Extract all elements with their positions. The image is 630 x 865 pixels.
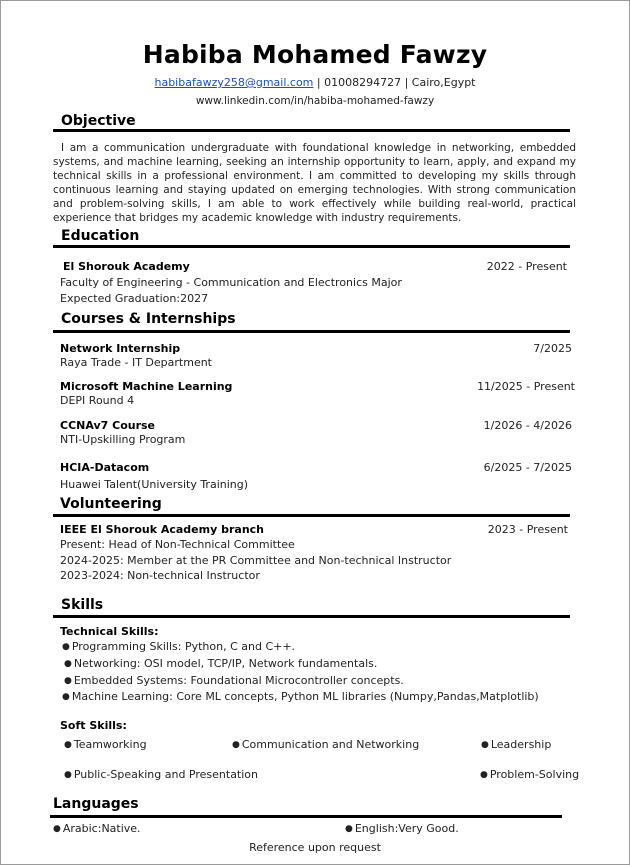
bullet-icon: ●	[64, 676, 72, 686]
course-org: DEPI Round 4	[60, 394, 135, 407]
bullet-icon: ●	[64, 659, 72, 669]
courses-rule	[53, 330, 570, 333]
volunteer-date: 2023 - Present	[487, 523, 568, 536]
education-faculty: Faculty of Engineering - Communication and Electronics Major	[60, 276, 402, 289]
courses-heading: Courses & Internships	[61, 311, 236, 327]
course-date: 6/2025 - 7/2025	[483, 461, 572, 474]
course-org: Raya Trade - IT Department	[60, 356, 212, 369]
course-date: 7/2025	[533, 342, 572, 355]
course-name: CCNAv7 Course	[60, 419, 156, 432]
education-graduation: Expected Graduation:2027	[60, 292, 209, 305]
education-school: El Shorouk Academy	[63, 260, 190, 273]
technical-skill-item: ● Embedded Systems: Foundational Microcontroller concepts.	[64, 674, 404, 687]
course-name: Microsoft Machine Learning	[60, 380, 233, 393]
volunteer-org: IEEE El Shorouk Academy branch	[60, 523, 265, 536]
volunteer-role: 2024-2025: Member at the PR Committee and Non-technical Instructor	[60, 554, 452, 567]
skills-rule	[53, 615, 570, 618]
bullet-icon: ●	[62, 642, 70, 652]
skills-heading: Skills	[61, 597, 104, 613]
bullet-icon: ●	[481, 740, 489, 750]
contact-line	[0, 76, 630, 89]
technical-skill-item: ● Machine Learning: Core ML concepts, Python ML libraries (Numpy,Pandas,Matplotlib)	[62, 690, 539, 703]
bullet-icon: ●	[64, 740, 72, 750]
bullet-icon: ●	[232, 740, 240, 750]
languages-rule	[50, 815, 562, 818]
bullet-icon: ●	[64, 770, 72, 780]
objective-rule	[53, 129, 570, 132]
bullet-icon: ●	[480, 770, 488, 780]
education-date: 2022 - Present	[486, 260, 567, 273]
course-name: Network Internship	[60, 342, 181, 355]
bullet-icon: ●	[53, 824, 61, 834]
education-heading: Education	[61, 228, 140, 244]
reference-note: Reference upon request	[249, 841, 381, 854]
soft-skill-item: ● Communication and Networking	[232, 738, 420, 751]
course-name: HCIA-Datacom	[60, 461, 150, 474]
volunteer-role: 2023-2024: Non-technical Instructor	[60, 569, 260, 582]
volunteer-role: Present: Head of Non-Technical Committee	[60, 538, 295, 551]
technical-skill-item: ● Programming Skills: Python, C and C++.	[62, 640, 296, 653]
volunteering-heading: Volunteering	[60, 496, 162, 512]
soft-skill-item: ● Public-Speaking and Presentation	[64, 768, 259, 781]
course-org: NTI-Upskilling Program	[60, 433, 186, 446]
candidate-name: Habiba Mohamed Fawzy	[142, 40, 488, 69]
volunteering-rule	[53, 514, 570, 517]
technical-skill-item: ● Networking: OSI model, TCP/IP, Network fundamentals.	[64, 657, 378, 670]
language-item: ● English:Very Good.	[345, 822, 459, 835]
linkedin-url[interactable]: www.linkedin.com/in/habiba-mohamed-fawzy	[195, 95, 435, 107]
soft-skill-item: ● Teamworking	[64, 738, 147, 751]
soft-skills-title: Soft Skills:	[60, 719, 127, 732]
soft-skill-item: ● Leadership	[481, 738, 552, 751]
technical-skills-title: Technical Skills:	[60, 625, 159, 638]
email-link[interactable]: habibafawzy258@gmail.com	[154, 76, 314, 89]
objective-text: I am a communication undergraduate with foundational knowledge in networking, embedded systems, and machine learning, seeking an internship opportunity to learn, apply, and expand my technical skills in a professional environment. I am committed to developing my skills through continuous learning and staying updated on emerging technologies. With strong communication and problem-solving skills, I am able to work effectively while building real-world, practical experience that bridges my academic knowledge with industry requirements.	[53, 142, 576, 224]
course-date: 11/2025 - Present	[477, 380, 575, 393]
course-org: Huawei Talent(University Training)	[60, 478, 249, 491]
language-item: ● Arabic:Native.	[53, 822, 141, 835]
course-date: 1/2026 - 4/2026	[483, 419, 572, 432]
bullet-icon: ●	[62, 692, 70, 702]
soft-skill-item: ● Problem-Solving	[480, 768, 580, 781]
languages-heading: Languages	[53, 796, 139, 812]
objective-heading: Objective	[61, 113, 136, 129]
contact-details: | 01008294727 | Cairo,Egypt	[313, 76, 476, 89]
bullet-icon: ●	[345, 824, 353, 834]
education-rule	[53, 245, 570, 248]
